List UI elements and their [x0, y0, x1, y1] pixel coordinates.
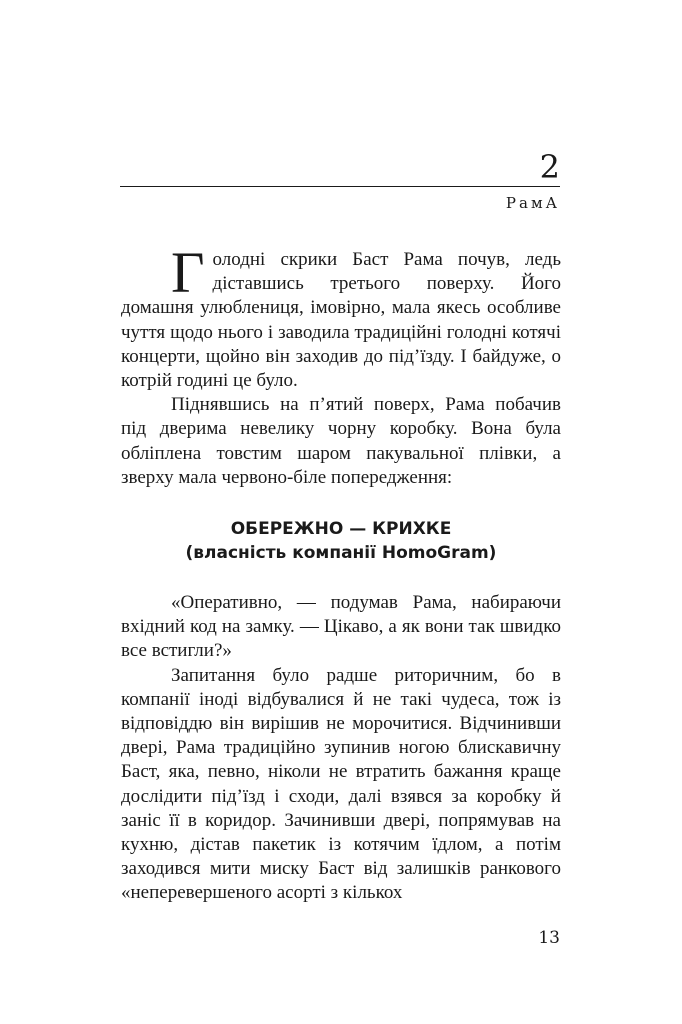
- warning-line-2: (власність компанії HomoGram): [185, 543, 497, 564]
- paragraph-1-text: олодні скрики Баст Рама почув, ледь діставшись третього поверху. Його домашня улюблениця, імовірно, мала якесь особливе чуття щодо нього і заводила традиційні голодні котячі концерти, щойно він заходив до під’їзду. І байдуже, о котрій годині це було.: [121, 249, 561, 392]
- paragraph-4: Запитання було радше риторичним, бо в компанії іноді відбувалися й не такі чудеса, тож із відповіддю він вирішив не морочитися. Відчинивши двері, Рама традиційно зупинив ногою блискавичну Баст, яка, певно, ніколи не втратить бажання краще дослідити під’їзд і сходи, далі взявся за коробку й заніс її в коридор. Зачинивши двері, попрямував на кухню, дістав пакетик із котячим їдлом, а потім заходився мити миску Баст від залишків ранкового «неперевершеного асорті з кількох: [121, 664, 561, 904]
- page-number: 13: [538, 928, 560, 948]
- warning-label: [121, 517, 561, 565]
- chapter-rule: [120, 186, 560, 187]
- warning-line-1: ОБЕРЕЖНО — КРИХКЕ: [230, 519, 452, 540]
- chapter-body: [121, 240, 561, 906]
- chapter-title: РамА: [505, 194, 560, 212]
- paragraph-2: Піднявшись на п’ятий поверх, Рама побачив під дверима невелику чорну коробку. Вона була обліплена товстим шаром пакувальної плівки, а зверху мала червоно-біле попередження:: [121, 394, 561, 488]
- paragraph-3: «Оперативно, — подумав Рама, набираючи вхідний код на замку. — Цікаво, а як вони так швидко все встигли?»: [121, 592, 561, 662]
- chapter-number: 2: [539, 148, 560, 186]
- drop-cap: Г: [171, 240, 205, 305]
- paragraph-1: [121, 240, 561, 393]
